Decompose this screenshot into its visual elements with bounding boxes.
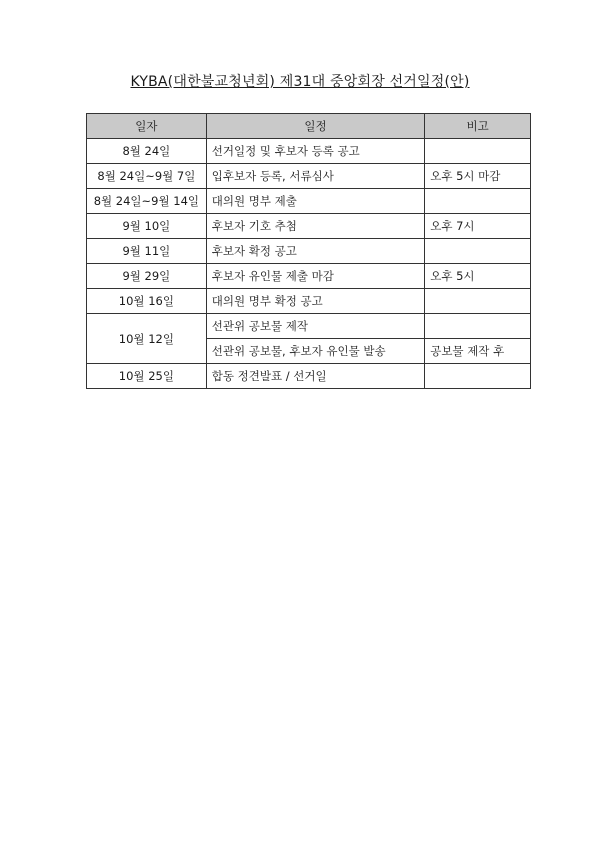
row-event: 후보자 유인물 제출 마감 (206, 264, 424, 289)
row-date: 9월 11일 (87, 239, 207, 264)
table-row (87, 264, 531, 289)
header-note: 비고 (425, 114, 531, 139)
election-schedule-table (86, 113, 531, 389)
row-date: 10월 16일 (87, 289, 207, 314)
row-event: 선거일정 및 후보자 등록 공고 (206, 139, 424, 164)
row-date: 8월 24일~9월 14일 (87, 189, 207, 214)
row-event: 선관위 공보물 제작 (206, 314, 424, 339)
row-date: 8월 24일 (87, 139, 207, 164)
row-event: 선관위 공보물, 후보자 유인물 발송 (206, 339, 424, 364)
header-event: 일정 (206, 114, 424, 139)
row-event: 대의원 명부 제출 (206, 189, 424, 214)
header-date: 일자 (87, 114, 207, 139)
row-note: 오후 5시 (425, 264, 531, 289)
table-row (87, 214, 531, 239)
row-date: 9월 29일 (87, 264, 207, 289)
table-row (87, 314, 531, 339)
row-note: 오후 5시 마감 (425, 164, 531, 189)
row-date: 9월 10일 (87, 214, 207, 239)
row-event: 대의원 명부 확정 공고 (206, 289, 424, 314)
row-note (425, 289, 531, 314)
row-note (425, 364, 531, 389)
row-event: 입후보자 등록, 서류심사 (206, 164, 424, 189)
document-title: KYBA(대한불교청년회) 제31대 중앙회장 선거일정(안) (130, 74, 470, 90)
row-event: 후보자 기호 추첨 (206, 214, 424, 239)
row-event: 후보자 확정 공고 (206, 239, 424, 264)
table-row (87, 164, 531, 189)
row-note: 공보물 제작 후 (425, 339, 531, 364)
row-date: 10월 12일 (87, 314, 207, 364)
row-date: 8월 24일~9월 7일 (87, 164, 207, 189)
row-note (425, 189, 531, 214)
row-date: 10월 25일 (87, 364, 207, 389)
table-row (87, 239, 531, 264)
table-row (87, 364, 531, 389)
row-note (425, 139, 531, 164)
row-note: 오후 7시 (425, 214, 531, 239)
row-event: 합동 정견발표 / 선거일 (206, 364, 424, 389)
table-header-row (87, 114, 531, 139)
table-row (87, 139, 531, 164)
row-note (425, 314, 531, 339)
table-row (87, 189, 531, 214)
row-note (425, 239, 531, 264)
table-row (87, 289, 531, 314)
